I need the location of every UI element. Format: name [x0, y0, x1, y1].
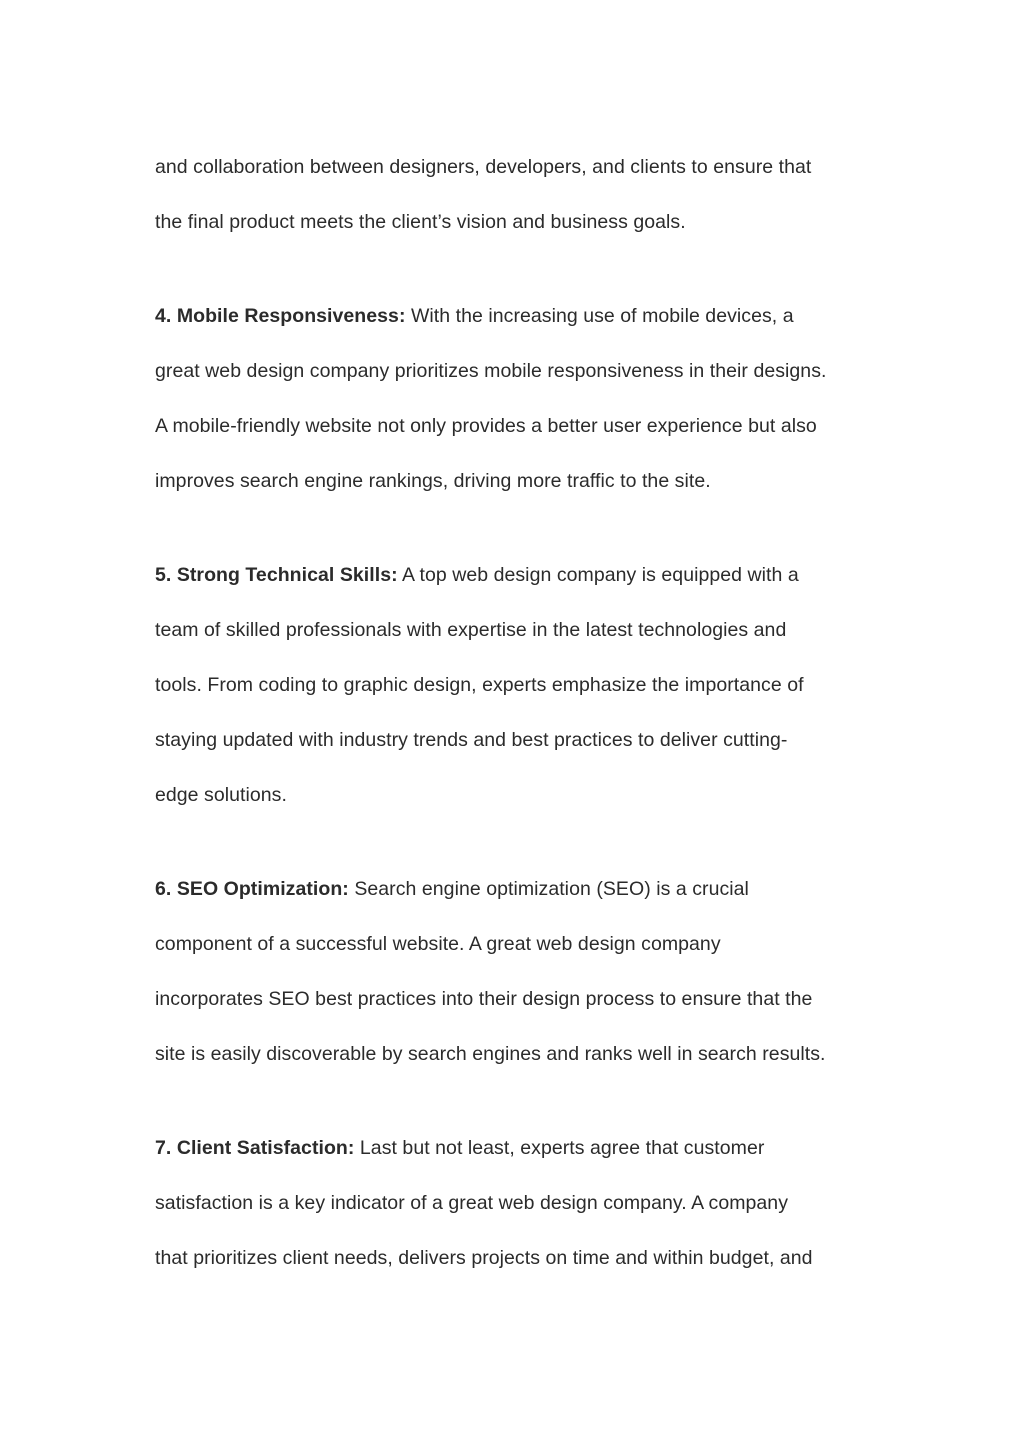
section-heading: 5. Strong Technical Skills: — [155, 564, 398, 586]
section-first-line: Last but not least, experts agree that customer — [354, 1137, 765, 1159]
text-line — [155, 862, 875, 917]
text-line: tools. From coding to graphic design, experts emphasize the importance of — [155, 674, 804, 696]
text-line: staying updated with industry trends and best practices to deliver cutting- — [155, 729, 788, 751]
text-line: the final product meets the client’s vision and business goals. — [155, 211, 686, 233]
section-heading: 6. SEO Optimization: — [155, 878, 349, 900]
text-line: edge solutions. — [155, 784, 287, 806]
section-first-line: With the increasing use of mobile devices, a — [405, 305, 794, 327]
text-line: great web design company prioritizes mobile responsiveness in their designs. — [155, 360, 827, 382]
section-heading: 4. Mobile Responsiveness: — [155, 305, 406, 327]
text-line: team of skilled professionals with expertise in the latest technologies and — [155, 619, 787, 641]
section-seo-optimization — [155, 862, 875, 1082]
intro-paragraph — [155, 140, 875, 250]
section-heading: 7. Client Satisfaction: — [155, 1137, 355, 1159]
text-line: satisfaction is a key indicator of a great web design company. A company — [155, 1192, 788, 1214]
text-line: A mobile-friendly website not only provides a better user experience but also — [155, 415, 817, 437]
text-line — [155, 289, 875, 344]
section-first-line: Search engine optimization (SEO) is a crucial — [348, 878, 749, 900]
section-strong-technical-skills — [155, 548, 875, 823]
text-line: improves search engine rankings, driving more traffic to the site. — [155, 470, 711, 492]
text-line — [155, 1121, 875, 1176]
text-line: site is easily discoverable by search engines and ranks well in search results. — [155, 1043, 826, 1065]
section-mobile-responsiveness — [155, 289, 875, 509]
paragraph-gap — [155, 250, 875, 289]
section-client-satisfaction — [155, 1121, 875, 1286]
text-line: incorporates SEO best practices into their design process to ensure that the — [155, 988, 813, 1010]
text-line: that prioritizes client needs, delivers projects on time and within budget, and — [155, 1247, 813, 1269]
section-first-line: A top web design company is equipped with a — [397, 564, 799, 586]
document-body — [155, 140, 875, 1286]
paragraph-gap — [155, 509, 875, 548]
text-line: component of a successful website. A great web design company — [155, 933, 721, 955]
paragraph-gap — [155, 823, 875, 862]
paragraph-gap — [155, 1082, 875, 1121]
text-line: and collaboration between designers, developers, and clients to ensure that — [155, 156, 812, 178]
text-line — [155, 548, 875, 603]
